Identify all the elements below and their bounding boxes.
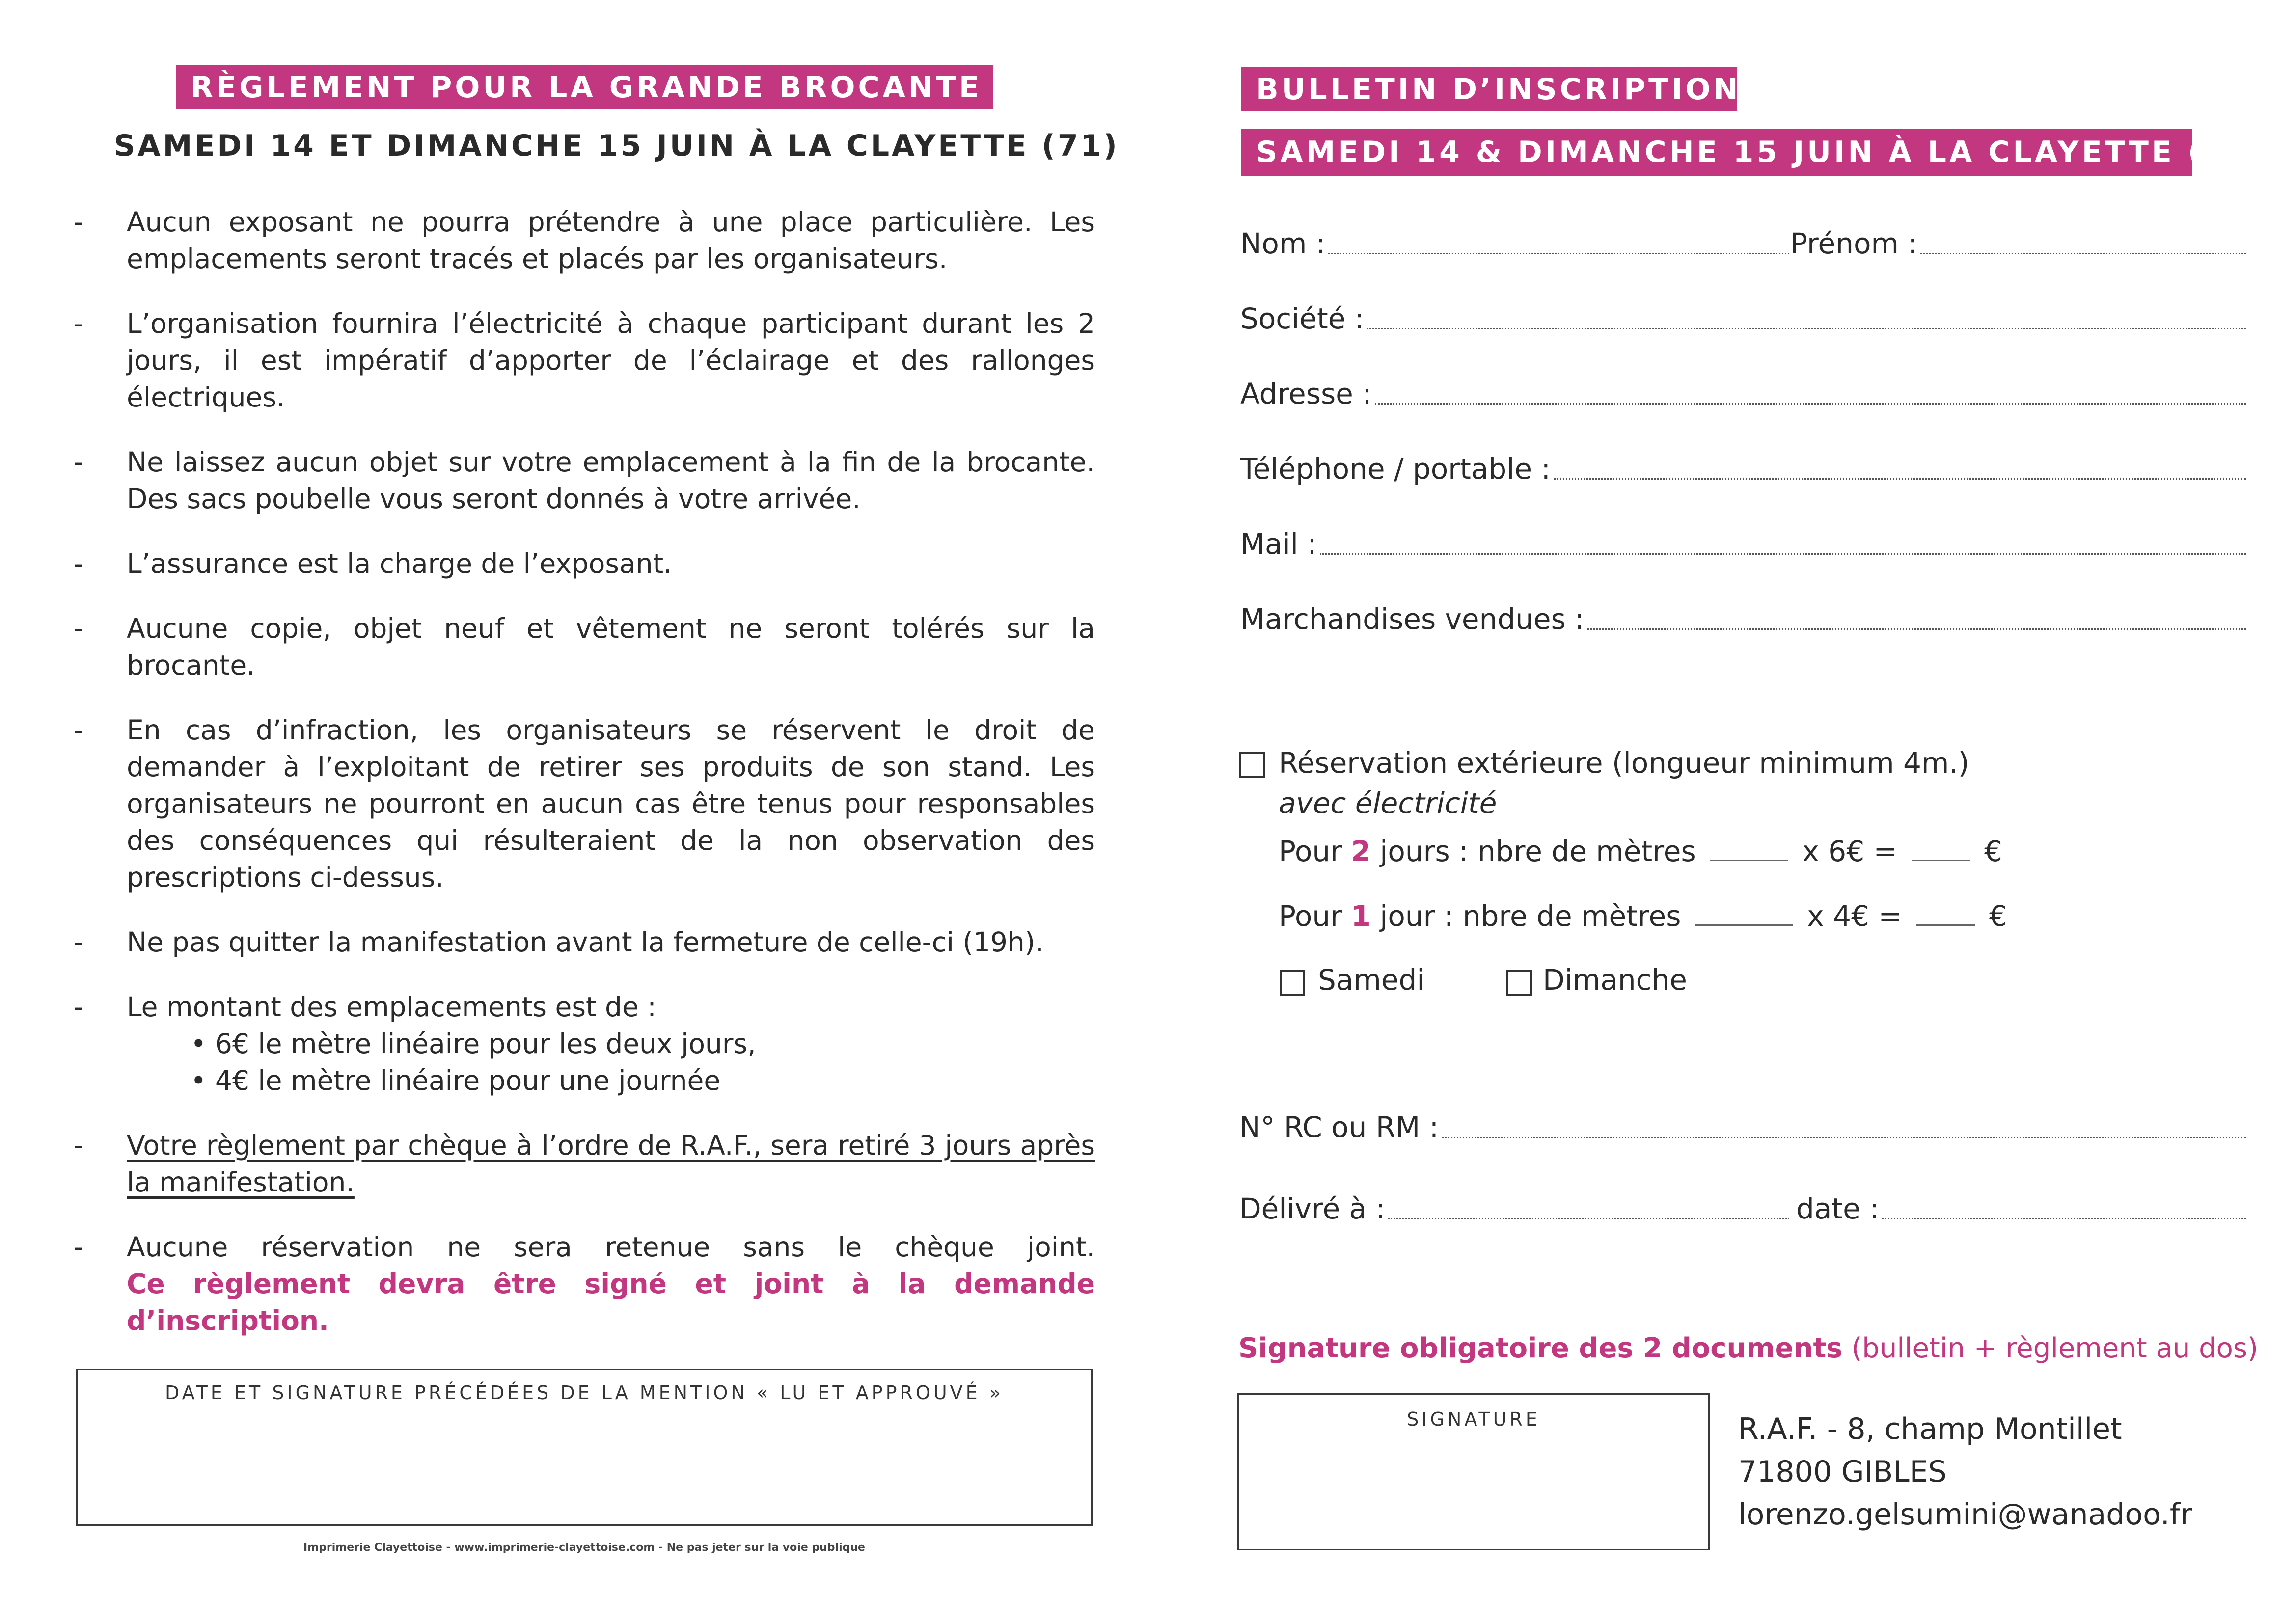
two-days-meters-input[interactable] bbox=[1710, 855, 1788, 861]
rule-dash: - bbox=[74, 1231, 83, 1263]
one-day-prefix: Pour bbox=[1279, 899, 1342, 933]
rule-text: En cas d’infraction, les organisateurs se réservent le droit de demander à l’exploitant de retirer ses produits de son stand. Les organisateurs ne pourront en aucun cas être tenus pour responsables des conséquences qui résulteraient de la non observation des prescriptions ci-dessus. bbox=[127, 714, 1095, 893]
signature-caption: SIGNATURE bbox=[1407, 1408, 1540, 1430]
societe-field[interactable] bbox=[1240, 302, 2246, 335]
delivre-label: Délivré à : bbox=[1239, 1192, 1386, 1225]
telephone-label: Téléphone / portable : bbox=[1240, 452, 1551, 486]
two-days-total-input[interactable] bbox=[1912, 855, 1970, 861]
last-rule-pink: Ce règlement devra être signé et joint à la demande d’inscription. bbox=[127, 1268, 1095, 1336]
rule-item bbox=[74, 712, 1095, 896]
rule-dash: - bbox=[74, 613, 83, 644]
marchandises-label: Marchandises vendues : bbox=[1240, 602, 1585, 636]
signature-notice-bold: Signature obligatoire des 2 documents bbox=[1238, 1332, 1843, 1364]
rule-item-payment bbox=[74, 1127, 1095, 1201]
rates-intro: Le montant des emplacements est de : bbox=[127, 991, 656, 1023]
signature-notice-rest: (bulletin + règlement au dos) bbox=[1851, 1332, 2258, 1364]
societe-label: Société : bbox=[1240, 302, 1365, 335]
date-signature-box[interactable] bbox=[76, 1369, 1093, 1526]
prenom-label: Prénom : bbox=[1790, 227, 1917, 260]
rule-item bbox=[74, 924, 1095, 961]
rule-item bbox=[74, 204, 1095, 277]
rule-item bbox=[74, 545, 1095, 582]
rc-rm-field[interactable] bbox=[1239, 1110, 2246, 1144]
rules-title: RÈGLEMENT POUR LA GRANDE BROCANTE bbox=[191, 70, 983, 105]
rule-text: Aucune copie, objet neuf et vêtement ne seront tolérés sur la brocante. bbox=[127, 613, 1095, 681]
rule-dash: - bbox=[74, 714, 83, 746]
adresse-field[interactable] bbox=[1240, 377, 2246, 410]
one-day-number: 1 bbox=[1351, 899, 1371, 933]
date-field[interactable] bbox=[1796, 1192, 2246, 1225]
samedi-label: Samedi bbox=[1318, 963, 1425, 997]
marchandises-field[interactable] bbox=[1240, 602, 2246, 636]
rate-two-days: • 6€ le mètre linéaire pour les deux jours, bbox=[191, 1028, 756, 1059]
nom-input-line[interactable] bbox=[1328, 253, 1789, 254]
rule-item-rates bbox=[74, 989, 1095, 1099]
rc-rm-input-line[interactable] bbox=[1442, 1137, 2246, 1138]
delivre-field[interactable] bbox=[1239, 1192, 1789, 1225]
bulletin-subtitle-bar bbox=[1241, 129, 2268, 176]
rule-dash: - bbox=[74, 206, 83, 238]
printer-footer: Imprimerie Clayettoise - www.imprimerie-clayettoise.com - Ne pas jeter sur la voie publique bbox=[303, 1542, 865, 1554]
dimanche-checkbox[interactable] bbox=[1506, 970, 1532, 996]
two-days-suffix: jours : nbre de mètres bbox=[1380, 835, 1696, 868]
prenom-field[interactable] bbox=[1790, 227, 2246, 260]
marchandises-input-line[interactable] bbox=[1587, 628, 2246, 630]
rule-text: L’assurance est la charge de l’exposant. bbox=[127, 548, 672, 579]
rule-dash: - bbox=[74, 548, 83, 579]
reservation-label: Réservation extérieure (longueur minimum 4m.) bbox=[1279, 746, 1969, 780]
two-days-number: 2 bbox=[1351, 835, 1371, 868]
dimanche-label: Dimanche bbox=[1543, 963, 1687, 997]
adresse-label: Adresse : bbox=[1240, 377, 1372, 410]
contact-address bbox=[1738, 1408, 2192, 1536]
mail-label: Mail : bbox=[1240, 527, 1317, 561]
rule-dash: - bbox=[74, 446, 83, 478]
nom-label: Nom : bbox=[1240, 227, 1326, 260]
rules-subtitle: SAMEDI 14 ET DIMANCHE 15 JUIN À LA CLAYETTE (71) bbox=[114, 129, 1120, 163]
electricity-label: avec électricité bbox=[1279, 786, 1497, 820]
one-day-currency: € bbox=[1989, 899, 2007, 933]
rule-item bbox=[74, 444, 1095, 517]
two-days-prefix: Pour bbox=[1279, 835, 1342, 868]
rule-item bbox=[74, 305, 1095, 416]
mail-field[interactable] bbox=[1240, 527, 2246, 561]
rule-dash: - bbox=[74, 926, 83, 958]
date-input-line[interactable] bbox=[1882, 1218, 2246, 1219]
one-day-meters-input[interactable] bbox=[1695, 920, 1793, 926]
rule-text: Ne pas quitter la manifestation avant la fermeture de celle-ci (19h). bbox=[127, 926, 1044, 958]
bulletin-title-bar bbox=[1241, 67, 1741, 111]
mail-input-line[interactable] bbox=[1320, 553, 2246, 555]
bulletin-title: BULLETIN D’INSCRIPTION bbox=[1256, 72, 1741, 107]
samedi-checkbox[interactable] bbox=[1280, 970, 1305, 996]
rule-text: Ne laissez aucun objet sur votre emplacement à la fin de la brocante. Des sacs poubelle vous seront donnés à votre arrivée. bbox=[127, 446, 1095, 514]
address-line-2: 71800 GIBLES bbox=[1738, 1455, 1947, 1489]
one-day-total-input[interactable] bbox=[1916, 920, 1975, 926]
last-rule-text: Aucune réservation ne sera retenue sans le chèque joint. bbox=[127, 1231, 1095, 1263]
one-day-suffix: jour : nbre de mètres bbox=[1380, 899, 1681, 933]
date-signature-caption: DATE ET SIGNATURE PRÉCÉDÉES DE LA MENTION « LU ET APPROUVÉ » bbox=[165, 1382, 1004, 1404]
rate-one-day: • 4€ le mètre linéaire pour une journée bbox=[191, 1065, 721, 1096]
reservation-checkbox[interactable] bbox=[1239, 752, 1265, 778]
rule-item-last bbox=[74, 1229, 1095, 1339]
two-days-currency: € bbox=[1984, 835, 2002, 868]
signature-box[interactable] bbox=[1237, 1393, 1710, 1550]
rule-dash: - bbox=[74, 308, 83, 339]
rule-dash: - bbox=[74, 991, 83, 1023]
bulletin-subtitle: SAMEDI 14 & DIMANCHE 15 JUIN À LA CLAYETTE (71) bbox=[1256, 135, 2268, 169]
signature-notice bbox=[1238, 1332, 2258, 1364]
delivre-input-line[interactable] bbox=[1388, 1218, 1789, 1219]
telephone-field[interactable] bbox=[1240, 452, 2246, 486]
one-day-calc: x 4€ = bbox=[1807, 899, 1902, 933]
societe-input-line[interactable] bbox=[1367, 328, 2246, 329]
rule-dash: - bbox=[74, 1130, 83, 1161]
rule-text: Aucun exposant ne pourra prétendre à une place particulière. Les emplacements seront tracés et placés par les organisateurs. bbox=[127, 206, 1095, 274]
rc-rm-label: N° RC ou RM : bbox=[1239, 1110, 1439, 1144]
telephone-input-line[interactable] bbox=[1554, 478, 2246, 480]
two-days-row bbox=[1279, 835, 2002, 868]
prenom-input-line[interactable] bbox=[1920, 253, 2246, 254]
adresse-input-line[interactable] bbox=[1375, 403, 2246, 405]
rules-list bbox=[74, 204, 1095, 1367]
rules-title-bar bbox=[176, 65, 993, 109]
address-line-1: R.A.F. - 8, champ Montillet bbox=[1738, 1412, 2122, 1446]
contact-email: lorenzo.gelsumini@wanadoo.fr bbox=[1738, 1497, 2192, 1532]
date-label: date : bbox=[1796, 1192, 1879, 1225]
payment-rule: Votre règlement par chèque à l’ordre de R.A.F., sera retiré 3 jours après la manifestation. bbox=[127, 1130, 1095, 1198]
rule-item bbox=[74, 610, 1095, 684]
rule-text: L’organisation fournira l’électricité à chaque participant durant les 2 jours, il est impératif d’apporter de l’éclairage et des rallonges électriques. bbox=[127, 308, 1095, 413]
one-day-row bbox=[1279, 899, 2007, 933]
two-days-calc: x 6€ = bbox=[1802, 835, 1898, 868]
nom-field[interactable] bbox=[1240, 227, 1789, 260]
